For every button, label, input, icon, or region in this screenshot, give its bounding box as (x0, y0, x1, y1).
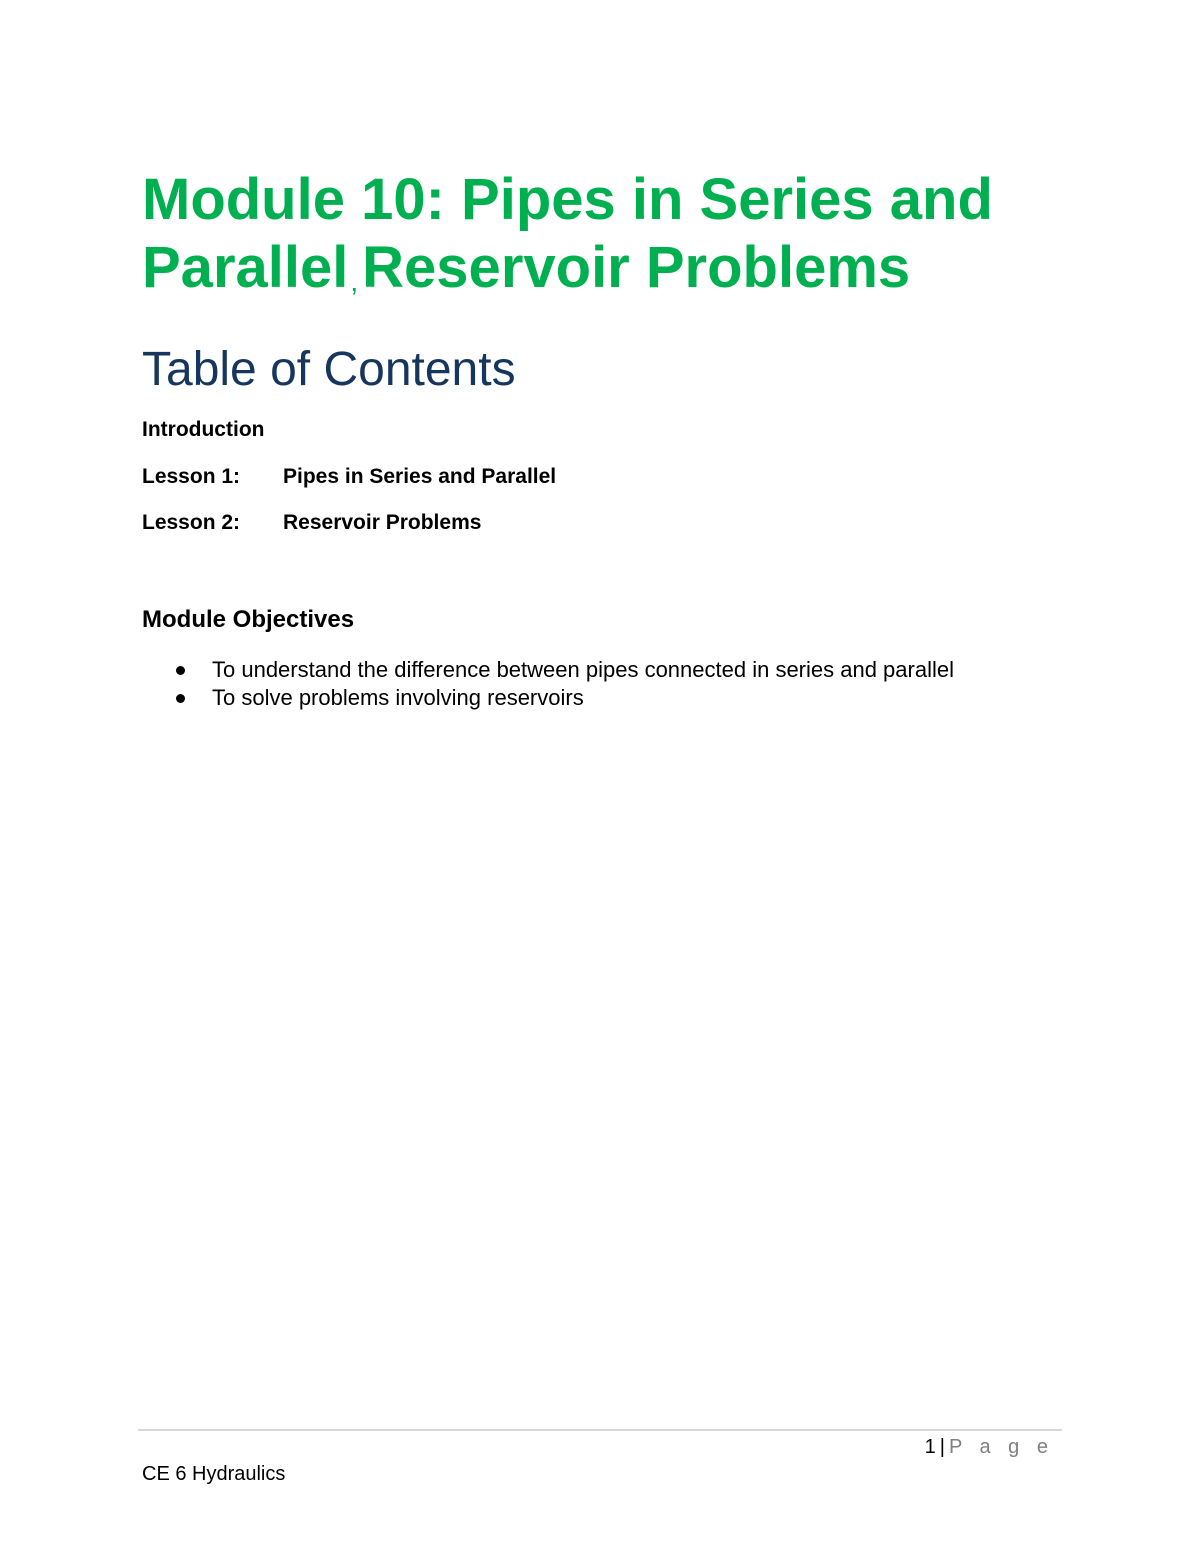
footer-course-name: CE 6 Hydraulics (142, 1463, 286, 1485)
page-word: P a g e (948, 1436, 1054, 1458)
page-number-value: 1 (924, 1436, 936, 1458)
module-title-line1: Module 10: Pipes in Series and (142, 167, 993, 232)
toc-lesson-1-title: Pipes in Series and Parallel (283, 465, 557, 488)
toc-title: Table of Contents (142, 343, 516, 396)
objectives-heading: Module Objectives (142, 606, 355, 633)
objective-item-text: To solve problems involving reservoirs (212, 685, 584, 710)
bullet-icon (176, 666, 185, 675)
page-number (925, 1433, 1054, 1461)
module-title-line2-part1: Parallel (142, 235, 349, 300)
objectives-list (142, 656, 954, 712)
toc-lesson-1-number: Lesson 1: (142, 465, 241, 488)
bullet-icon (176, 694, 185, 703)
objective-item (142, 684, 954, 712)
footer-divider (138, 1429, 1062, 1431)
toc-entry-introduction[interactable] (142, 416, 264, 444)
toc-entry-lesson-2[interactable] (142, 509, 481, 537)
toc-lesson-2-number: Lesson 2: (142, 511, 241, 534)
module-title-line2-part2: Reservoir Problems (362, 235, 911, 300)
page-number-separator: | (939, 1436, 945, 1458)
module-title (142, 166, 1042, 316)
objective-item (142, 656, 954, 684)
module-title-separator: , (350, 266, 359, 297)
objective-item-text: To understand the difference between pipes connected in series and parallel (212, 657, 954, 682)
toc-entry-introduction-label: Introduction (142, 418, 265, 441)
toc-lesson-2-title: Reservoir Problems (283, 511, 482, 534)
toc-entry-lesson-1[interactable] (142, 463, 556, 491)
